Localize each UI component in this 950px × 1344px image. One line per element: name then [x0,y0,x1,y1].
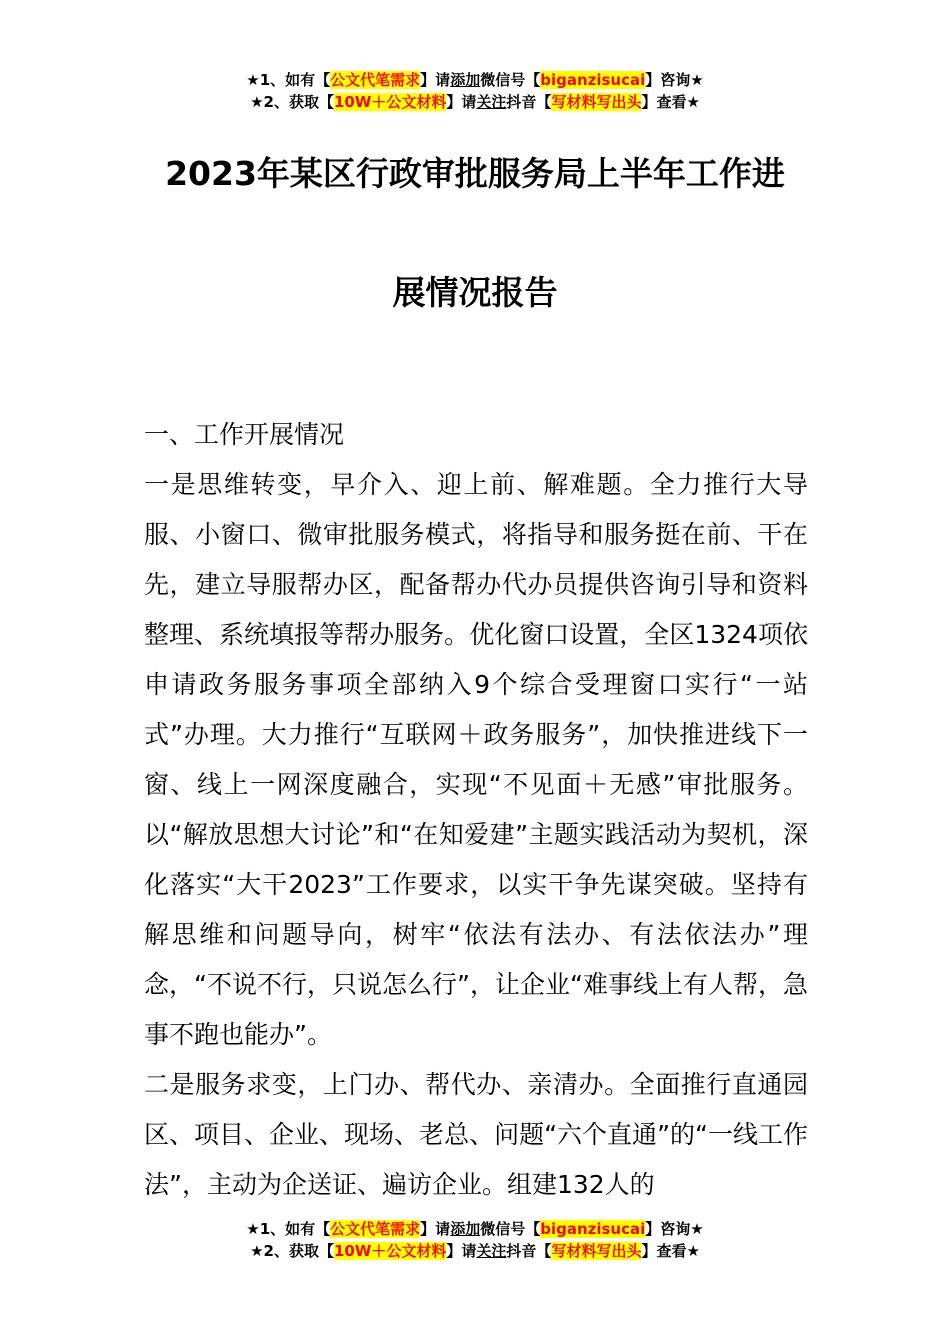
promo-emphasis: 添加 [450,71,481,89]
promo-text: 】查看★ [641,93,700,111]
promo-highlight: 公文代笔需求 [330,71,421,89]
promo-highlight: 10W＋公文材料 [333,1242,447,1260]
promo-highlight: biganzisucai [540,1220,646,1238]
paragraph-1: 一是思维转变，早介入、迎上前、解难题。全力推行大导服、小窗口、微审批服务模式，将指导和服务挺在前、干在先，建立导服帮办区，配备帮办代办员提供咨询引导和资料整理、系统填报等帮办服务。优化窗口设置，全区1324项依申请政务服务事项全部纳入9个综合受理窗口实行“一站式”办理。大力推行“互联网＋政务服务”，加快推进线下一窗、线上一网深度融合，实现“不见面＋无感”审批服务。以“解放思想大讨论”和“在知爱建”主题实践活动为契机，深化落实“大干2023”工作要求，以实干争先谋突破。坚持有解思维和问题导向，树牢“依法有法办、有法依法办”理念，“不说不行，只说怎么行”，让企业“难事线上有人帮，急事不跑也能办”。 [144,470,808,1049]
promo-emphasis: 添加 [450,1220,481,1238]
promo-text: 】查看★ [641,1242,700,1260]
promo-text: ★1、如有【 [246,71,331,89]
promo-text: 微信号【 [480,1220,541,1238]
promo-text: 微信号【 [480,71,541,89]
section-heading: 一、工作开展情况 [144,420,345,449]
promo-emphasis: 关注 [476,93,507,111]
promo-line-2 [0,91,950,113]
promo-text: ★2、获取【 [250,1242,334,1260]
promo-text: 】请 [420,71,451,89]
promo-text: 】咨询★ [645,71,704,89]
promo-text: ★2、获取【 [250,93,334,111]
promo-emphasis: 关注 [476,1242,507,1260]
promo-line-2 [0,1240,950,1262]
promo-highlight: 10W＋公文材料 [333,93,447,111]
promo-banner-top [0,69,950,113]
promo-highlight: 写材料写出头 [551,1242,642,1260]
promo-line-1 [0,69,950,91]
promo-line-1 [0,1218,950,1240]
promo-highlight: 写材料写出头 [551,93,642,111]
promo-text: 】咨询★ [645,1220,704,1238]
promo-text: 】请 [446,93,477,111]
promo-text: 抖音【 [506,1242,552,1260]
promo-text: 】请 [446,1242,477,1260]
promo-highlight: 公文代笔需求 [330,1220,421,1238]
document-title-line-1: 2023年某区行政审批服务局上半年工作进 [165,154,785,193]
promo-banner-bottom [0,1218,950,1262]
paragraph-2: 二是服务求变，上门办、帮代办、亲清办。全面推行直通园区、项目、企业、现场、老总、问题“六个直通”的“一线工作法”，主动为企送证、遍访企业。组建132人的 [144,1070,808,1199]
document-title-line-2: 展情况报告 [392,273,558,312]
document-body [144,410,808,1210]
promo-highlight: biganzisucai [540,71,646,89]
promo-text: 抖音【 [506,93,552,111]
promo-text: 】请 [420,1220,451,1238]
promo-text: ★1、如有【 [246,1220,331,1238]
